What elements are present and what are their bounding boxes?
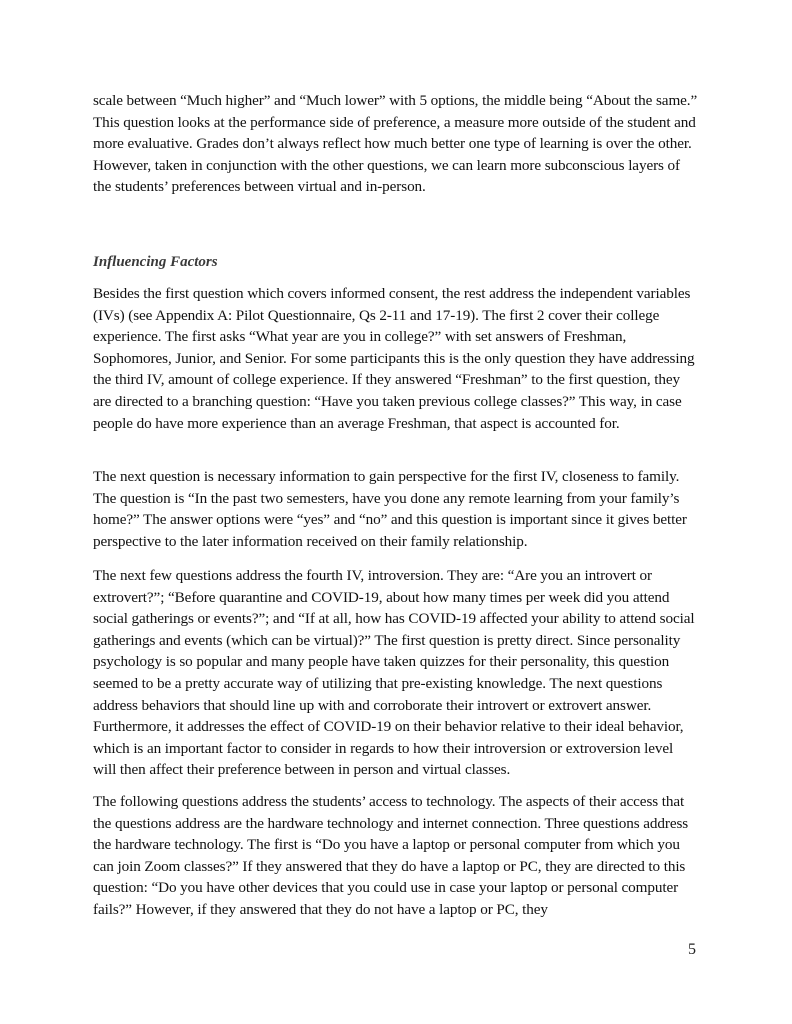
paragraph-grades-scale: scale between “Much higher” and “Much lower” with 5 options, the middle being “About the same.” This question looks at the performance side of preference, a measure more outside of the student and more evaluative. Grades don’t always reflect how much better one type of learning is over the other. However, taken in conjunction with the other questions, we can learn more subconscious layers of the students’ preferences between virtual and in-person.	[93, 92, 698, 196]
paragraph-introversion: The next few questions address the fourth IV, introversion. They are: “Are you an introvert or extrovert?”; “Before quarantine and COVID-19, about how many times per week did you attend social gatherings or events?”; and “If at all, how has COVID-19 affected your ability to attend social gatherings and events (which can be virtual)?” The first question is pretty direct. Since personality psychology is so popular and many people have taken quizzes for their personality, this question seemed to be a pretty accurate way of utilizing that pre-existing knowledge. The next questions address behaviors that should line up with and corroborate their introvert or extrovert answer. Furthermore, it addresses the effect of COVID-19 on their behavior relative to their ideal behavior, which is an important factor to consider in regards to how their introversion or extroversion level will then affect their preference between in person and virtual classes.	[93, 567, 695, 779]
paragraph-closeness-to-family: The next question is necessary information to gain perspective for the first IV, closeness to family. The question is “In the past two semesters, have you done any remote learning from your family’s home?” The answer options were “yes” and “no” and this question is important since it gives better perspective to the later information received on their family relationship.	[93, 468, 687, 550]
page-number: 5	[688, 941, 696, 958]
paragraph-college-experience: Besides the first question which covers informed consent, the rest address the independent variables (IVs) (see Appendix A: Pilot Questionnaire, Qs 2-11 and 17-19). The first 2 cover their college experience. The first asks “What year are you in college?” with set answers of Freshman, Sophomores, Junior, and Senior. For some participants this is the only question they have addressing the third IV, amount of college experience. If they answered “Freshman” to the first question, they are directed to a branching question: “Have you taken previous college classes?” This way, in case people do have more experience than an average Freshman, that aspect is accounted for.	[93, 285, 695, 432]
paragraph-technology-access: The following questions address the students’ access to technology. The aspects of their access that the questions address are the hardware technology and internet connection. Three questions address the hardware technology. The first is “Do you have a laptop or personal computer from which you can join Zoom classes?” If they answered that they do have a laptop or PC, they are directed to this question: “Do you have other devices that you could use in case your laptop or personal computer fails?” However, if they answered that they do not have a laptop or PC, they	[93, 793, 689, 918]
section-heading-influencing-factors: Influencing Factors	[93, 254, 218, 270]
